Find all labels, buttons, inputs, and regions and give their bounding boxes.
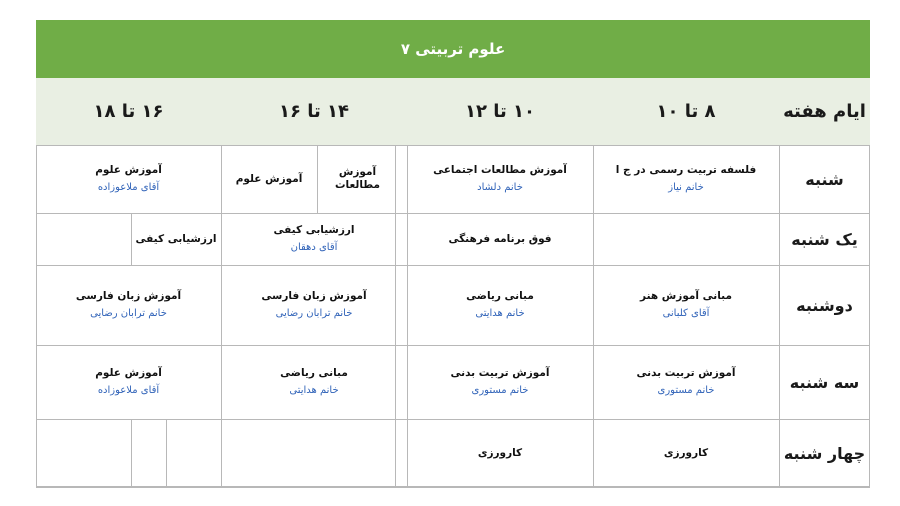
course-name: مبانی ریاضی bbox=[466, 289, 534, 302]
schedule-cell bbox=[407, 419, 593, 487]
slot-divider bbox=[131, 419, 132, 487]
course-name: آموزش مطالعات bbox=[334, 166, 381, 191]
schedule-cell bbox=[36, 265, 221, 345]
schedule-cell bbox=[36, 345, 221, 419]
teacher-name: خانم ترابان رضایی bbox=[275, 308, 353, 320]
header-slot: ۱۴ تا ۱۶ bbox=[278, 101, 350, 122]
row-divider bbox=[36, 145, 870, 146]
slot-divider bbox=[221, 265, 222, 345]
schedule-table bbox=[36, 20, 870, 487]
schedule-cell bbox=[221, 345, 407, 419]
schedule-cell bbox=[36, 145, 221, 213]
schedule-cell bbox=[593, 345, 779, 419]
row-divider bbox=[36, 213, 870, 214]
slot-divider bbox=[407, 265, 408, 345]
teacher-name: خانم مستوری bbox=[657, 385, 715, 397]
schedule-cell bbox=[317, 145, 398, 213]
course-name: آموزش زبان فارسی bbox=[75, 289, 182, 302]
teacher-name: خانم هدایتی bbox=[475, 308, 525, 320]
course-name: مبانی ریاضی bbox=[280, 366, 348, 379]
day-divider bbox=[779, 419, 780, 487]
slot-divider bbox=[593, 213, 594, 265]
day-name: چهار شنبه bbox=[783, 443, 866, 463]
schedule-cell bbox=[407, 145, 593, 213]
day-divider bbox=[779, 345, 780, 419]
schedule-cell bbox=[407, 213, 593, 265]
slot-divider bbox=[395, 265, 396, 345]
slot-divider bbox=[407, 145, 408, 213]
course-name: مبانی آموزش هنر bbox=[640, 289, 732, 302]
teacher-name: خانم دلشاد bbox=[477, 182, 523, 194]
course-name: فلسفه تربیت رسمی در ج ا bbox=[615, 163, 757, 176]
cell-divider bbox=[317, 145, 318, 213]
day-divider bbox=[779, 265, 780, 345]
cell-divider bbox=[131, 213, 132, 265]
slot-divider bbox=[407, 419, 408, 487]
day-divider bbox=[779, 213, 780, 265]
teacher-name: خانم هدایتی bbox=[289, 385, 339, 397]
schedule-title: علوم تربیتی ۷ bbox=[36, 20, 870, 78]
course-name: کارورزی bbox=[477, 446, 523, 459]
slot-divider bbox=[221, 213, 222, 265]
teacher-name: خانم ترابان رضایی bbox=[90, 308, 167, 320]
teacher-name: آقای دهقان bbox=[290, 242, 338, 254]
schedule-cell bbox=[593, 213, 779, 265]
teacher-name: آقای ملاعوزاده bbox=[97, 385, 160, 397]
row-divider bbox=[36, 486, 870, 487]
table-edge bbox=[36, 145, 37, 487]
slot-divider bbox=[166, 419, 167, 487]
course-name: آموزش مطالعات اجتماعی bbox=[433, 163, 567, 176]
row-divider bbox=[36, 265, 870, 266]
day-name: شنبه bbox=[805, 169, 844, 189]
teacher-name: آقای کلبانی bbox=[662, 308, 710, 320]
header-slot: ۱۶ تا ۱۸ bbox=[93, 101, 164, 122]
teacher-name: خانم نیاز bbox=[668, 182, 704, 194]
day-name: سه شنبه bbox=[789, 372, 860, 392]
slot-divider bbox=[395, 345, 396, 419]
teacher-name: آقای ملاعوزاده bbox=[97, 182, 160, 194]
course-name: آموزش علوم bbox=[95, 163, 162, 176]
course-name: آموزش علوم bbox=[235, 172, 303, 185]
row-divider bbox=[36, 419, 870, 420]
teacher-name: خانم مستوری bbox=[471, 385, 529, 397]
course-name: ارزشیابی کیفی bbox=[273, 223, 355, 236]
schedule-cell bbox=[221, 419, 407, 487]
slot-divider bbox=[221, 145, 222, 213]
schedule-cell bbox=[407, 345, 593, 419]
row-divider bbox=[36, 345, 870, 346]
slot-divider bbox=[593, 345, 594, 419]
day-name: یک شنبه bbox=[791, 229, 858, 249]
schedule-cell bbox=[593, 265, 779, 345]
course-name: فوق برنامه فرهنگی bbox=[448, 232, 552, 245]
course-name: آموزش تربیت بدنی bbox=[450, 366, 550, 379]
course-name: کارورزی bbox=[663, 446, 709, 459]
row-divider bbox=[36, 487, 870, 488]
slot-divider bbox=[407, 345, 408, 419]
day-name: دوشنبه bbox=[796, 295, 853, 315]
slot-divider bbox=[593, 265, 594, 345]
slot-divider bbox=[407, 213, 408, 265]
schedule-cell bbox=[593, 419, 779, 487]
schedule-cell bbox=[221, 145, 317, 213]
schedule-cell bbox=[131, 213, 221, 265]
slot-divider bbox=[395, 419, 396, 487]
slot-divider bbox=[395, 213, 396, 265]
header-slot: ۸ تا ۱۰ bbox=[656, 101, 716, 122]
course-name: آموزش زبان فارسی bbox=[261, 289, 367, 302]
slot-divider bbox=[593, 145, 594, 213]
schedule-cell bbox=[593, 145, 779, 213]
schedule-cell bbox=[221, 265, 407, 345]
day-divider bbox=[779, 145, 780, 213]
course-name: آموزش علوم bbox=[95, 366, 162, 379]
slot-divider bbox=[593, 419, 594, 487]
slot-divider bbox=[221, 419, 222, 487]
table-edge bbox=[869, 145, 870, 487]
header-days: ایام هفته bbox=[779, 78, 870, 145]
schedule-cell bbox=[407, 265, 593, 345]
schedule-cell bbox=[221, 213, 407, 265]
slot-divider bbox=[221, 345, 222, 419]
schedule-cell bbox=[131, 419, 221, 487]
header-slot: ۱۰ تا ۱۲ bbox=[464, 101, 536, 122]
course-name: ارزشیابی کیفی bbox=[135, 232, 217, 245]
course-name: آموزش تربیت بدنی bbox=[636, 366, 736, 379]
slot-divider bbox=[395, 145, 396, 213]
schedule-cell bbox=[36, 419, 131, 487]
